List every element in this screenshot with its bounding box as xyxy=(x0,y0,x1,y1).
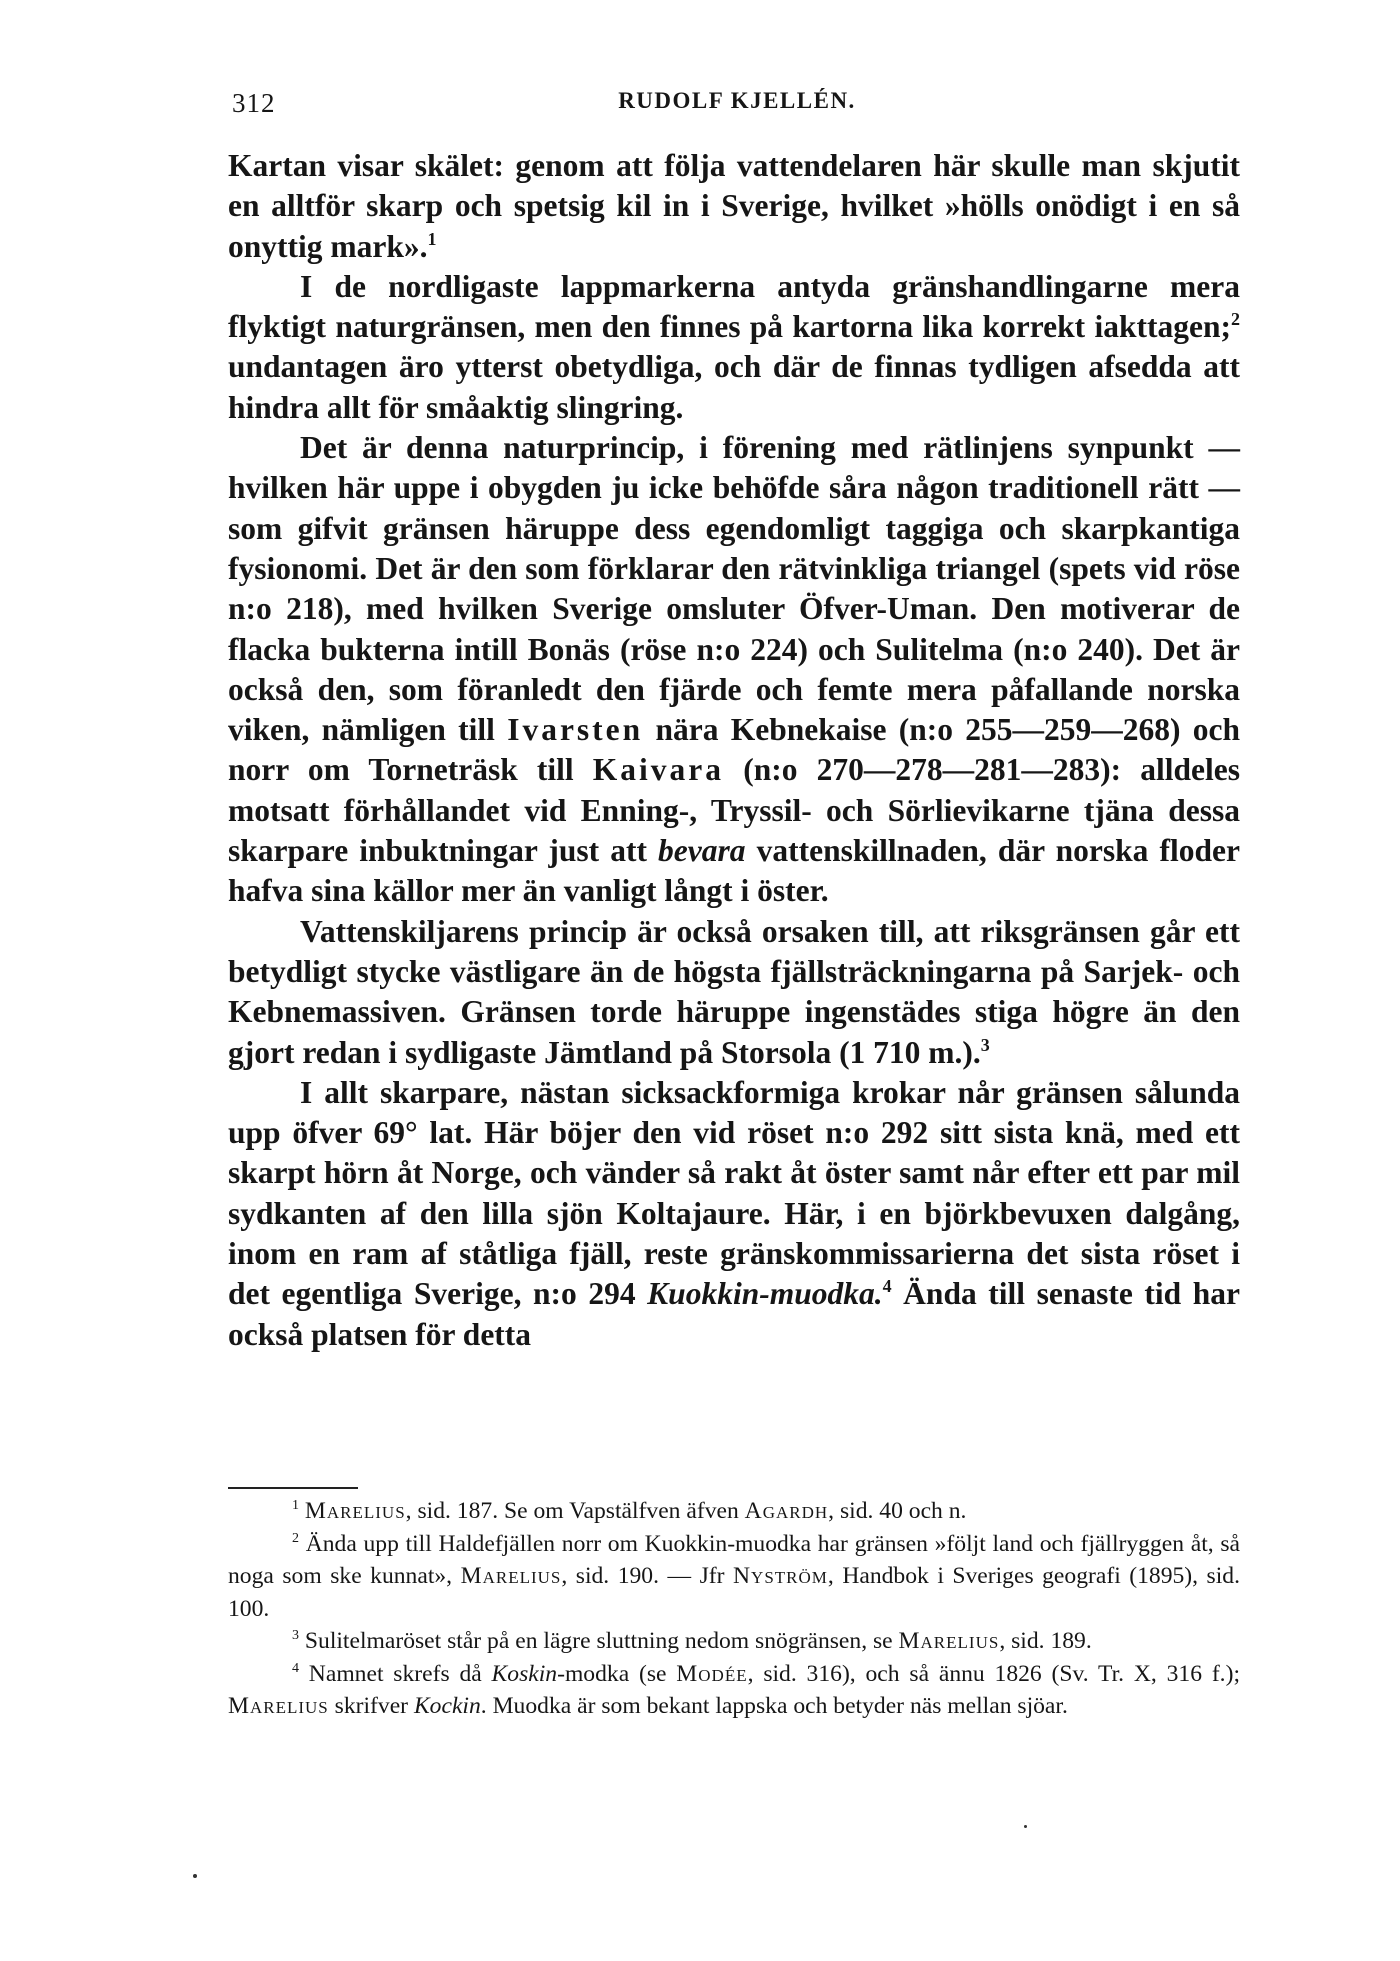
footnote: $^1$ Marelius, sid. 187. Se om Vapstälfven äfven Agardh, sid. 40 och n. xyxy=(292,1498,967,1524)
footnote-mark: 3 xyxy=(292,1628,299,1643)
page-header xyxy=(232,88,1242,128)
footnote-mark: 2 xyxy=(292,1530,299,1546)
emphasis: Kockin xyxy=(413,1693,481,1719)
emphasis: Kuokkin-muodka. xyxy=(647,1276,883,1312)
paragraph: I allt skarpare, nästan sicksackformiga krokar når gränsen sålunda upp öfver 69° lat. Här böjer den vid röset n:o 292 sitt sista knä, med ett skarpt hörn åt Norge, och vänder så rakt åt öster samt når efter ett par mil sydkanten af den lilla sjön Koltajaure. Här, i en björkbevuxen dalgång, inom en ram af ståtliga fjäll, reste gränskommissarierna det sista röset i det egentliga Sverige, n:o 294 Kuokkin-muodka.$^4$ Ända till senaste tid har också platsen för detta xyxy=(228,1074,1240,1352)
emphasis: Koskin xyxy=(491,1660,558,1687)
emphasis: bevara xyxy=(658,833,746,869)
footnote-ref[interactable]: 4 xyxy=(882,1276,892,1297)
author-name: Marelius xyxy=(460,1563,562,1589)
author-name: Modée xyxy=(676,1660,748,1687)
footnotes xyxy=(228,1495,1240,1723)
footnote-divider xyxy=(228,1487,358,1489)
author-name: Agardh xyxy=(744,1498,829,1524)
author-name: Nyström xyxy=(733,1563,828,1589)
footnote: $^3$ Sulitelmaröset står på en lägre sluttning nedom snögränsen, se Marelius, sid. 189. xyxy=(292,1628,1092,1654)
paragraph: Kartan visar skälet: genom att följa vattendelaren här skulle man skjutit en alltför skarp och spetsig kil in i Sverige, hvilket »hölls onödigt i en så onyttig mark».$^1$ xyxy=(228,148,1240,264)
place-name: Kaivara xyxy=(592,752,725,788)
place-name: Ivarsten xyxy=(507,712,644,748)
footnote-ref[interactable]: 3 xyxy=(980,1034,990,1055)
author-name: Marelius xyxy=(228,1693,329,1719)
paragraph: I de nordligaste lappmarkerna antyda gränshandlingarne mera flyktigt naturgränsen, men den finnes på kartorna lika korrekt iakttagen;$^2$ undantagen äro ytterst obetydliga, och där de finnas tydligen afsedda att hindra allt för småaktig slingring. xyxy=(228,268,1240,425)
running-head: RUDOLF KJELLÉN. xyxy=(618,88,856,113)
body-text xyxy=(228,146,1240,1355)
scan-speck xyxy=(193,1874,197,1878)
footnote-mark: 4 xyxy=(292,1660,299,1676)
paragraph: Det är denna naturprincip, i förening med rätlinjens synpunkt — hvilken här uppe i obygden ju icke behöfde såra någon traditionell rätt — som gifvit gränsen häruppe dess egendomligt taggiga och skarpkantiga fysionomi. Det är den som förklarar den rätvinkliga triangel (spets vid röse n:o 218), med hvilken Sverige omsluter Öfver-Uman. Den motiverar de flacka bukterna intill Bonäs (röse n:o 224) och Sulitelma (n:o 240). Det är också den, som föranledt den fjärde och femte mera påfallande norska viken, nämligen till Ivarsten nära Kebnekaise (n:o 255—259—268) och norr om Torneträsk till Kaivara (n:o 270—278—281—283): alldeles motsatt förhållandet vid Enning-, Tryssil- och Sörlievikarne tjäna dessa skarpare inbuktningar just att bevara vattenskillnaden, där norska floder hafva sina källor mer än vanligt långt i öster. xyxy=(228,430,1240,909)
author-name: Marelius xyxy=(304,1498,406,1524)
author-name: Marelius xyxy=(898,1628,1000,1654)
footnote: $^4$ Namnet skrefs då Koskin-modka (se Modée, sid. 316), och så ännu 1826 (Sv. Tr. X, 316 f.); Marelius skrifver Kockin. Muodka är som bekant lappska och betyder näs mellan sjöar. xyxy=(228,1660,1240,1719)
scan-speck xyxy=(1024,1825,1027,1828)
footnote-ref[interactable]: 2 xyxy=(1231,309,1240,330)
page-number: 312 xyxy=(232,88,276,118)
footnote-ref[interactable]: 1 xyxy=(427,228,437,249)
footnote-mark: 1 xyxy=(292,1498,299,1513)
paragraph: Vattenskiljarens princip är också orsaken till, att riksgränsen går ett betydligt stycke västligare än de högsta fjällsträckningarna på Sarjek- och Kebnemassiven. Gränsen torde häruppe ingenstädes stiga högre än den gjort redan i sydligaste Jämtland på Storsola (1 710 m.).$^3$ xyxy=(228,913,1240,1070)
footnote: $^2$ Ända upp till Haldefjällen norr om Kuokkin-muodka har gränsen »följt land och fjällryggen åt, så noga som ske kunnat», Marelius, sid. 190. — Jfr Nyström, Handbok i Sveriges geografi (1895), sid. 100. xyxy=(228,1530,1240,1622)
